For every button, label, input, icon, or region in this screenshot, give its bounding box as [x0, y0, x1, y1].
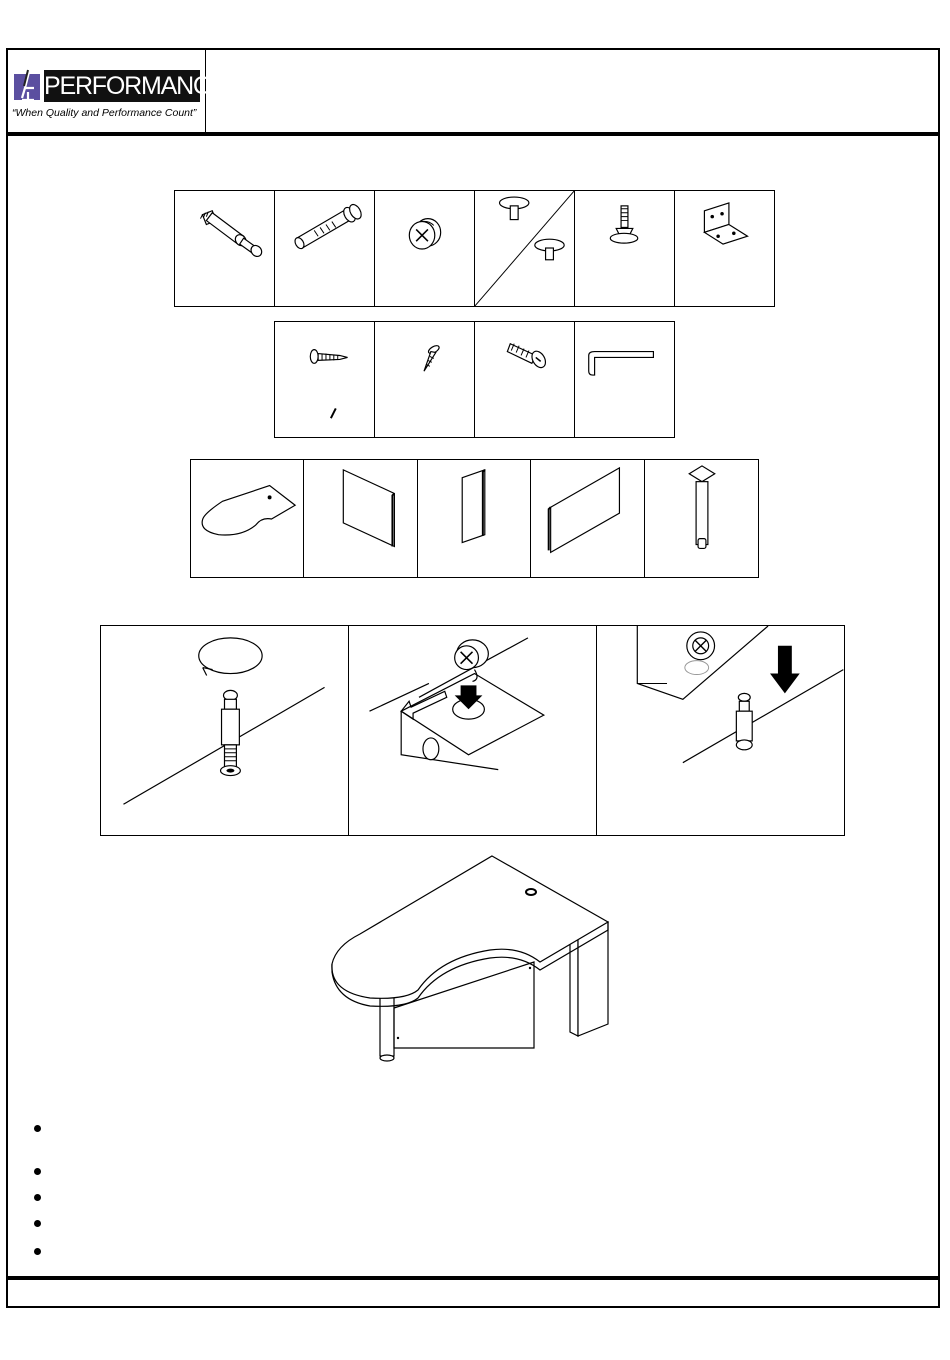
- leveling-glide-cell: [574, 190, 675, 307]
- worksurface-icon: [191, 460, 303, 577]
- worksurface-cell: [190, 459, 304, 578]
- step-insert-cam-lock: [348, 626, 596, 835]
- wood-screw-cell: [274, 321, 375, 438]
- step-insert-cam-bolt: [101, 626, 348, 835]
- assembly-steps: [100, 625, 845, 836]
- short-screw-cell: [374, 321, 475, 438]
- connector-bolt-icon: [475, 322, 574, 437]
- cam-bolt-cell: [174, 190, 275, 307]
- header-divider: [6, 132, 940, 136]
- cam-cover-caps-icon: [475, 191, 574, 306]
- logo: [8, 50, 226, 132]
- l-bracket-cell: [674, 190, 775, 307]
- end-panel-icon: [304, 460, 417, 577]
- hardware-row-2: [274, 321, 675, 438]
- cam-lock-cell: [374, 190, 475, 307]
- end-panel-cell: [303, 459, 418, 578]
- cam-bolt-install-illustration: [101, 626, 348, 835]
- narrow-panel-cell: [417, 459, 531, 578]
- cam-lock-icon: [375, 191, 474, 306]
- double-cam-bolt-icon: [275, 191, 374, 306]
- cam-bolt-icon: [175, 191, 274, 306]
- hardware-row-1: [174, 190, 775, 307]
- support-leg-cell: [644, 459, 759, 578]
- double-cam-bolt-cell: [274, 190, 375, 307]
- allen-key-icon: [575, 322, 674, 437]
- support-leg-icon: [645, 460, 758, 577]
- footer-divider: [6, 1276, 940, 1280]
- connector-bolt-cell: [474, 321, 575, 438]
- join-panels-illustration: [597, 626, 844, 835]
- l-bracket-icon: [675, 191, 774, 306]
- panel-row: [190, 459, 759, 578]
- brand-tagline: “When Quality and Performance Count”: [12, 107, 197, 119]
- cam-covers-cell: [474, 190, 575, 307]
- brand-name: PERFORMANCE: [44, 72, 226, 100]
- modesty-panel-cell: [530, 459, 645, 578]
- step-join-panels: [596, 626, 844, 835]
- allen-key-cell: [574, 321, 675, 438]
- narrow-panel-icon: [418, 460, 530, 577]
- cam-lock-install-illustration: [349, 626, 596, 835]
- short-screw-icon: [375, 322, 474, 437]
- modesty-panel-icon: [531, 460, 644, 577]
- assembled-desk-illustration: [320, 850, 620, 1070]
- chair-logo-icon: [12, 68, 42, 104]
- wood-screw-icon: [275, 322, 374, 437]
- leveling-glide-icon: [575, 191, 674, 306]
